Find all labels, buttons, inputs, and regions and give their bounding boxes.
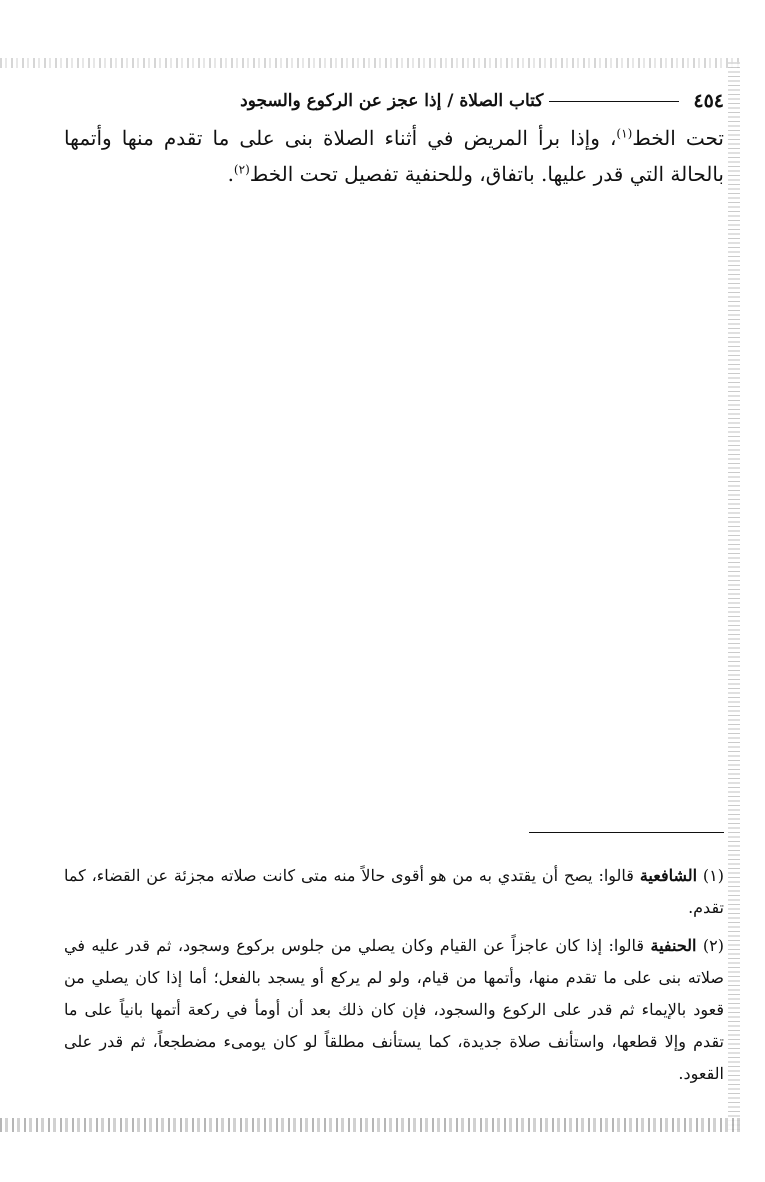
footnote-ref-1: (١) [616, 126, 633, 141]
footnote-text: قالوا: إذا كان عاجزاً عن القيام وكان يصلي من جلوس بركوع وسجود، ثم قدر عليه في صلاته بنى على ما تقدم منها، وأتمها من قيام، ولو لم يركع أو يسجد بالفعل؛ أما إذا كان يصلي من قعود بالإيماء ثم قدر على الركوع والسجود، فإن كان ذلك بعد أن أومأ في ركعة أتمها بانياً على ما تقدم وإلا قطعها، واستأنف صلاة جديدة، كما يستأنف مطلقاً لو كان يومىء مضطجعاً، ثم قدر على القعود. [64, 936, 724, 1083]
running-title: كتاب الصلاة / إذا عجز عن الركوع والسجود [240, 91, 544, 111]
running-header [64, 86, 724, 116]
footnote-number: (٢) [702, 936, 724, 955]
footnote-text: قالوا: يصح أن يقتدي به من هو أقوى حالاً منه متى كانت صلاته مجزئة عن القضاء، كما تقدم. [64, 866, 724, 917]
header-rule [549, 101, 679, 102]
footnote-school: الحنفية [650, 936, 697, 955]
main-paragraph [64, 120, 724, 192]
body-text-part-2: ، وإذا برأ المريض في أثناء الصلاة بنى على ما تقدم منها وأتمها بالحالة التي قدر عليها. باتفاق، وللحنفية تفصيل تحت الخط [64, 126, 724, 186]
footnote-2 [64, 930, 724, 1090]
footnote-1 [64, 860, 724, 924]
scan-right-edge [728, 62, 740, 1130]
book-page [64, 80, 724, 1110]
footnote-separator [529, 832, 724, 833]
footnote-ref-2: (٢) [233, 162, 250, 177]
footnotes [64, 860, 724, 1096]
page-number: ٤٥٤ [693, 90, 724, 112]
footnote-number: (١) [702, 866, 724, 885]
body-text-part-3: . [227, 162, 234, 186]
footnote-school: الشافعية [639, 866, 698, 885]
scan-bottom-edge [0, 1118, 740, 1132]
scan-top-edge [0, 58, 740, 68]
body-text-part-1: تحت الخط [632, 126, 724, 150]
